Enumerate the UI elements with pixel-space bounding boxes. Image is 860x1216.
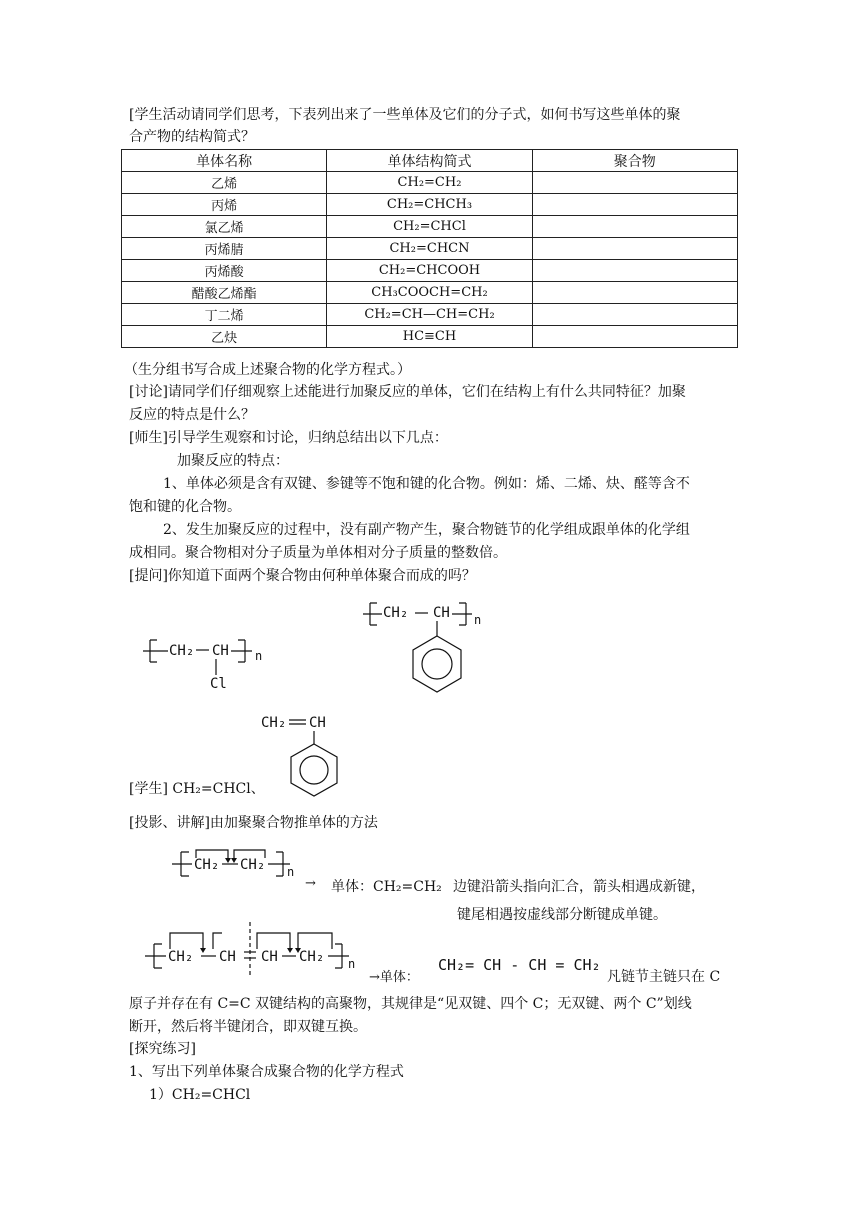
student-answer: [学生] CH₂=CHCl、 [129, 781, 265, 797]
header-polymer: 聚合物 [532, 150, 737, 172]
table-row [122, 260, 738, 282]
monomer-name: 氯乙烯 [122, 216, 327, 238]
pb-arrow-4 [298, 933, 332, 949]
feature-1-line-2: 饱和键的化合物。 [129, 499, 241, 515]
monomer-name: 丙烯 [122, 194, 327, 216]
polymer-cell [532, 216, 737, 238]
pb-arrow-2 [213, 933, 222, 949]
pvc-right-bracket [231, 640, 252, 662]
styrene-ch2: CH₂ [261, 715, 287, 731]
table-row [122, 172, 738, 194]
polymer-cell [532, 326, 737, 348]
pb-n: n [348, 957, 356, 971]
feature-1-line-1: 1、单体必须是含有双键、参键等不饱和键的化合物。例如：烯、二烯、炔、醛等含不 [163, 476, 690, 492]
polymer-cell [532, 260, 737, 282]
rule-line-1: 原子并存在有 C=C 双键结构的高聚物，其规律是“见双键、四个 C；无双键、两个 C”划线 [129, 996, 692, 1012]
header-monomer-name: 单体名称 [122, 150, 327, 172]
rule-line-2: 断开，然后将半键闭合，即双键互换。 [129, 1019, 367, 1035]
monomer-formula: CH₂=CHCOOH [327, 260, 532, 282]
ex2-rule-tail: 凡链节主链只在 C [607, 969, 721, 985]
pvc-ch2: CH₂ [169, 643, 195, 659]
pe-ch2-a: CH₂ [194, 857, 220, 873]
ps-left-bracket [363, 603, 382, 625]
monomer-formula: CH₂=CHCN [327, 238, 532, 260]
ps-right-bracket [452, 603, 472, 625]
teacher-student-line: [师生]引导学生观察和讨论，归纳总结出以下几点： [129, 430, 448, 446]
ex2-arrow: →单体： [369, 970, 419, 985]
monomer-formula: CH₂=CHCl [327, 216, 532, 238]
pb-arrow-1 [170, 933, 203, 949]
ps-ch2: CH₂ [383, 605, 409, 621]
monomer-table [121, 149, 738, 348]
table-row [122, 304, 738, 326]
feature-2-line-1: 2、发生加聚反应的过程中，没有副产物产生，聚合物链节的化学组成跟单体的化学组 [163, 522, 690, 538]
pb-ch2-b: CH₂ [299, 949, 325, 965]
monomer-name: 乙烯 [122, 172, 327, 194]
intro-line-2: 合产物的结构简式？ [129, 129, 255, 145]
ps-ch: CH [433, 605, 450, 621]
pvc-n: n [255, 649, 263, 663]
pe-n: n [287, 865, 295, 879]
monomer-formula: HC≡CH [327, 326, 532, 348]
ps-benzene-circle [422, 649, 452, 679]
monomer-name: 乙炔 [122, 326, 327, 348]
table-row [122, 238, 738, 260]
table-row [122, 282, 738, 304]
discussion-line-2: 反应的特点是什么？ [129, 407, 255, 423]
ex1-note-2: 键尾相遇按虚线部分断键成单键。 [457, 907, 667, 923]
practice-question-1: 1、写出下列单体聚合成聚合物的化学方程式 [129, 1064, 404, 1080]
intro-line-1: [学生活动请同学们思考，下表列出来了一些单体及它们的分子式，如何书写这些单体的聚 [129, 107, 681, 123]
practice-item-1: 1）CH₂=CHCl [149, 1087, 251, 1103]
pb-arrow-head-1 [200, 948, 206, 953]
monomer-name: 丁二烯 [122, 304, 327, 326]
monomer-name: 丙烯腈 [122, 238, 327, 260]
table-row [122, 216, 738, 238]
ex2-monomer: CH₂= CH - CH = CH₂ [438, 956, 601, 974]
ex1-arrow: → [305, 876, 316, 891]
pb-ch-b: CH [261, 949, 278, 965]
ps-benzene-ring [413, 636, 461, 692]
polymer-structures [0, 590, 860, 800]
pvc-left-bracket [143, 640, 168, 662]
table-row [122, 194, 738, 216]
projection-heading: [投影、讲解]由加聚聚合物推单体的方法 [129, 815, 378, 831]
feature-2-line-2: 成相同。聚合物相对分子质量为单体相对分子质量的整数倍。 [129, 545, 507, 561]
pb-ch-a: CH [219, 949, 236, 965]
pb-arrow-head-3 [287, 948, 293, 953]
monomer-formula: CH₂=CHCH₃ [327, 194, 532, 216]
practice-heading: [探究练习] [129, 1041, 196, 1057]
question-line: [提问]你知道下面两个聚合物由何种单体聚合而成的吗？ [129, 568, 476, 584]
group-task-note: （生分组书写合成上述聚合物的化学方程式。） [124, 362, 411, 378]
discussion-line-1: [讨论]请同学们仔细观察上述能进行加聚反应的单体，它们在结构上有什么共同特征？加聚 [129, 384, 686, 400]
header-monomer-formula: 单体结构简式 [327, 150, 532, 172]
features-heading: 加聚反应的特点： [177, 453, 289, 469]
pe-arrow-head-1 [225, 858, 231, 863]
polymer-cell [532, 282, 737, 304]
pb-arrow-3 [257, 933, 290, 949]
pe-arrow-head-2 [231, 858, 237, 863]
monomer-formula: CH₃COOCH=CH₂ [327, 282, 532, 304]
pb-ch2-a: CH₂ [168, 949, 194, 965]
polymer-cell [532, 194, 737, 216]
styrene-ch: CH [309, 715, 326, 731]
pvc-cl: Cl [210, 676, 227, 692]
polymer-cell [532, 304, 737, 326]
pe-left-bracket [172, 852, 192, 876]
ex1-monomer: 单体：CH₂=CH₂ [331, 879, 442, 895]
table-header-row [122, 150, 738, 172]
pvc-ch: CH [212, 643, 229, 659]
pb-right-bracket [328, 944, 349, 968]
pb-left-bracket [145, 944, 166, 968]
monomer-name: 醋酸乙烯酯 [122, 282, 327, 304]
polymer-cell [532, 172, 737, 194]
ps-n: n [474, 613, 482, 627]
ex1-note-1: 边键沿箭头指向汇合，箭头相遇成新键， [453, 879, 705, 895]
polymer-cell [532, 238, 737, 260]
monomer-formula: CH₂=CH₂ [327, 172, 532, 194]
table-row [122, 326, 738, 348]
monomer-name: 丙烯酸 [122, 260, 327, 282]
pe-ch2-b: CH₂ [240, 857, 266, 873]
monomer-formula: CH₂=CH—CH=CH₂ [327, 304, 532, 326]
